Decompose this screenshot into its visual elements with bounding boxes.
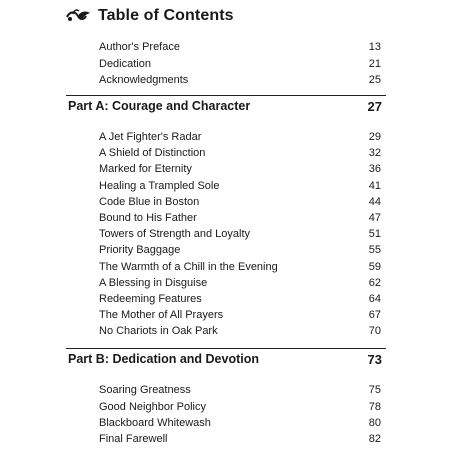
toc-entry[interactable] [99,382,381,397]
toc-entry[interactable] [99,161,381,176]
toc-title: Table of Contents [98,7,234,24]
entry-title: Acknowledgments [99,73,189,86]
entry-title: Healing a Trampled Sole [99,179,220,192]
entry-title: Good Neighbor Policy [99,400,207,413]
decorative-flourish-icon [66,8,92,24]
toc-entry[interactable] [99,275,381,290]
part-heading[interactable] [68,350,382,368]
entry-title: The Warmth of a Chill in the Evening [99,260,278,273]
toc-entry[interactable] [99,415,381,430]
toc-entry[interactable] [99,56,381,71]
entry-page: 29 [368,130,381,143]
entry-title: No Chariots in Oak Park [99,324,218,337]
part-title: Part A: Courage and Character [68,99,251,113]
entry-page: 51 [368,227,381,240]
entry-title: Soaring Greatness [99,383,191,396]
toc-entry[interactable] [99,72,381,87]
entry-page: 64 [368,292,381,305]
entry-page: 36 [368,162,381,175]
entry-title: Final Farewell [99,432,168,445]
entry-title: Redeeming Features [99,292,202,305]
section-divider [66,95,386,96]
entry-title: Priority Baggage [99,243,181,256]
toc-header [66,5,234,27]
toc-entry[interactable] [99,194,381,209]
entry-title: Author's Preface [99,40,180,53]
toc-entry[interactable] [99,226,381,241]
part-title: Part B: Dedication and Devotion [68,352,259,366]
entry-page: 21 [368,57,381,70]
toc-entry[interactable] [99,129,381,144]
entry-page: 47 [368,211,381,224]
entry-page: 70 [368,324,381,337]
entry-title: Code Blue in Boston [99,195,200,208]
part-page: 73 [367,351,382,367]
entry-title: A Shield of Distinction [99,146,206,159]
entry-page: 78 [368,400,381,413]
toc-entry[interactable] [99,210,381,225]
toc-entry[interactable] [99,399,381,414]
entry-page: 55 [368,243,381,256]
entry-title: Dedication [99,57,151,70]
toc-entry[interactable] [99,323,381,338]
entry-page: 67 [368,308,381,321]
entry-title: A Blessing in Disguise [99,276,208,289]
entry-page: 62 [368,276,381,289]
entry-title: The Mother of All Prayers [99,308,224,321]
entry-page: 82 [368,432,381,445]
entry-page: 75 [368,383,381,396]
part-page: 27 [367,98,382,114]
entry-page: 25 [368,73,381,86]
entry-title: Bound to His Father [99,211,197,224]
toc-entry[interactable] [99,307,381,322]
entry-page: 44 [368,195,381,208]
entry-page: 80 [368,416,381,429]
toc-entry[interactable] [99,291,381,306]
toc-entry[interactable] [99,145,381,160]
section-divider [66,348,386,349]
entry-title: A Jet Fighter's Radar [99,130,202,143]
toc-entry[interactable] [99,259,381,274]
part-heading[interactable] [68,97,382,115]
entry-title: Blackboard Whitewash [99,416,211,429]
toc-entry[interactable] [99,178,381,193]
entry-page: 32 [368,146,381,159]
entry-title: Marked for Eternity [99,162,192,175]
toc-entry[interactable] [99,242,381,257]
entry-page: 59 [368,260,381,273]
toc-entry[interactable] [99,39,381,54]
entry-title: Towers of Strength and Loyalty [99,227,251,240]
toc-entry[interactable] [99,431,381,446]
entry-page: 41 [368,179,381,192]
entry-page: 13 [368,40,381,53]
